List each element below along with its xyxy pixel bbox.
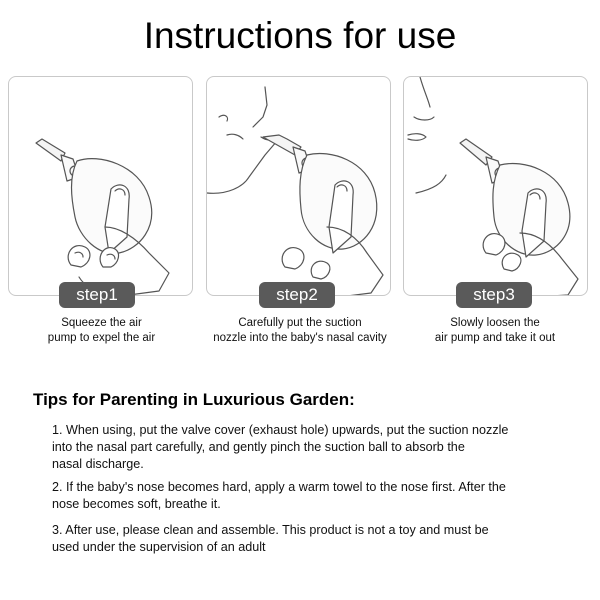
tip-1-line1: 1. When using, put the valve cover (exhaust hole) upwards, put the suction nozzle bbox=[52, 423, 509, 437]
nozzle-in-nose-icon bbox=[207, 77, 391, 296]
step1-caption-line1: Squeeze the air bbox=[61, 317, 142, 329]
tips-heading: Tips for Parenting in Luxurious Garden: bbox=[33, 390, 355, 409]
step3-illustration bbox=[403, 76, 588, 296]
tip-3-line2: used under the supervision of an adult bbox=[52, 540, 266, 554]
page-title: Instructions for use bbox=[143, 15, 457, 56]
step3-caption bbox=[409, 316, 581, 346]
step2-badge: step2 bbox=[259, 282, 335, 308]
step3-badge: step3 bbox=[456, 282, 532, 308]
tip-3-line1: 3. After use, please clean and assemble. This product is not a toy and must be bbox=[52, 523, 489, 537]
step2-caption-line1: Carefully put the suction bbox=[238, 317, 362, 329]
step1-caption-line2: pump to expel the air bbox=[47, 332, 156, 344]
step3-caption-line1: Slowly loosen the bbox=[450, 317, 540, 329]
tip-3 bbox=[52, 522, 582, 556]
step1-badge: step1 bbox=[59, 282, 135, 308]
step1-caption bbox=[14, 316, 189, 346]
hand-squeezing-aspirator-icon bbox=[9, 77, 193, 296]
tip-2 bbox=[52, 479, 582, 513]
step3-caption-line2: air pump and take it out bbox=[434, 332, 556, 344]
step2-illustration bbox=[206, 76, 391, 296]
tip-1-line2: into the nasal part carefully, and gently pinch the suction ball to absorb the bbox=[52, 440, 465, 454]
tip-1-line3: nasal discharge. bbox=[52, 457, 144, 471]
step2-caption-line2: nozzle into the baby's nasal cavity bbox=[213, 332, 387, 344]
step2-caption bbox=[199, 316, 401, 346]
tip-1 bbox=[52, 422, 582, 473]
tip-2-line2: nose becomes soft, breathe it. bbox=[52, 497, 221, 511]
step1-illustration bbox=[8, 76, 193, 296]
tip-2-line1: 2. If the baby's nose becomes hard, apply a warm towel to the nose first. After the bbox=[52, 480, 506, 494]
removing-aspirator-icon bbox=[404, 77, 588, 296]
